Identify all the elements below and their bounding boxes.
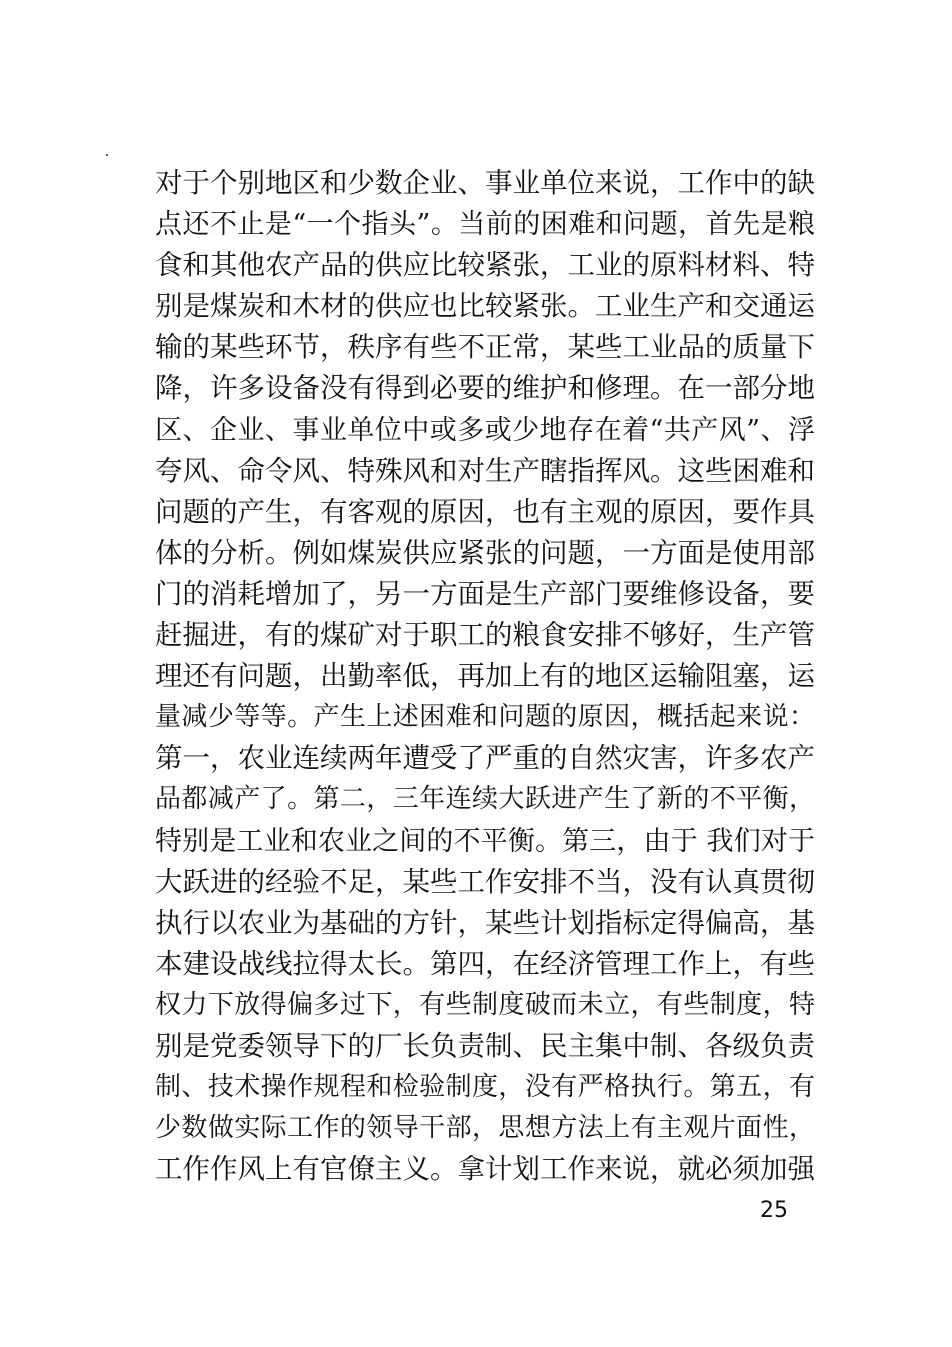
scan-speck (106, 154, 108, 156)
text-line-5: 输的某些环节，秩序有些不正常，某些工业品的质量下 (155, 331, 815, 364)
text-line-8: 夸风、命令风、特殊风和对生产瞎指挥风。这些困难和 (155, 454, 815, 487)
text-line-23: 制、技术操作规程和检验制度，没有严格执行。第五，有 (155, 1072, 815, 1103)
text-line-22: 别是党委领导下的厂长负责制、民主集中制、各级负责 (155, 1029, 815, 1062)
text-line-15: 第一，农业连续两年遭受了严重的自然灾害，许多农产 (155, 742, 815, 775)
text-line-16: 品都减产了。第二，三年连续大跃进产生了新的不平衡， (155, 784, 815, 815)
text-line-2: 点还不止是“一个指头”。当前的困难和问题，首先是粮 (155, 209, 815, 241)
text-line-3: 食和其他农产品的供应比较紧张，工业的原料材料、特 (155, 249, 815, 282)
text-line-7: 区、企业、事业单位中或多或少地存在着“共产风”、浮 (155, 414, 815, 446)
body-text (155, 163, 815, 1190)
text-line-9: 问题的产生，有客观的原因，也有主观的原因，要作具 (155, 495, 815, 528)
text-line-10: 体的分析。例如煤炭供应紧张的问题，一方面是使用部 (155, 536, 815, 569)
text-line-19: 执行以农业为基础的方针，某些计划指标定得偏高，基 (155, 906, 815, 939)
text-line-20: 本建设战线拉得太长。第四，在经济管理工作上，有些 (155, 947, 815, 980)
text-line-18: 大跃进的经验不足，某些工作安排不当，没有认真贯彻 (155, 865, 815, 898)
text-line-11: 门的消耗增加了，另一方面是生产部门要维修设备，要 (155, 577, 815, 610)
text-line-21: 权力下放得偏多过下，有些制度破而未立，有些制度，特 (155, 989, 815, 1020)
text-line-14: 量减少等等。产生上述困难和问题的原因，概括起来说： (155, 702, 815, 733)
page-number: 25 (760, 1198, 788, 1223)
text-line-24: 少数做实际工作的领导干部，思想方法上有主观片面性， (155, 1113, 815, 1144)
text-line-1: 对于个别地区和少数企业、事业单位来说，工作中的缺 (155, 167, 815, 199)
text-line-17: 特别是工业和农业之间的不平衡。第三，由于 我们对于 (155, 825, 815, 857)
text-line-6: 降，许多设备没有得到必要的维护和修理。在一部分地 (155, 372, 815, 405)
text-line-13: 理还有问题，出勤率低，再加上有的地区运输阻塞，运 (155, 660, 815, 693)
text-line-12: 赶掘进，有的煤矿对于职工的粮食安排不够好，生产管 (155, 619, 815, 652)
text-line-4: 别是煤炭和木材的供应也比较紧张。工业生产和交通运 (155, 290, 815, 323)
text-line-25: 工作作风上有官僚主义。拿计划工作来说，就必须加强 (155, 1153, 815, 1186)
